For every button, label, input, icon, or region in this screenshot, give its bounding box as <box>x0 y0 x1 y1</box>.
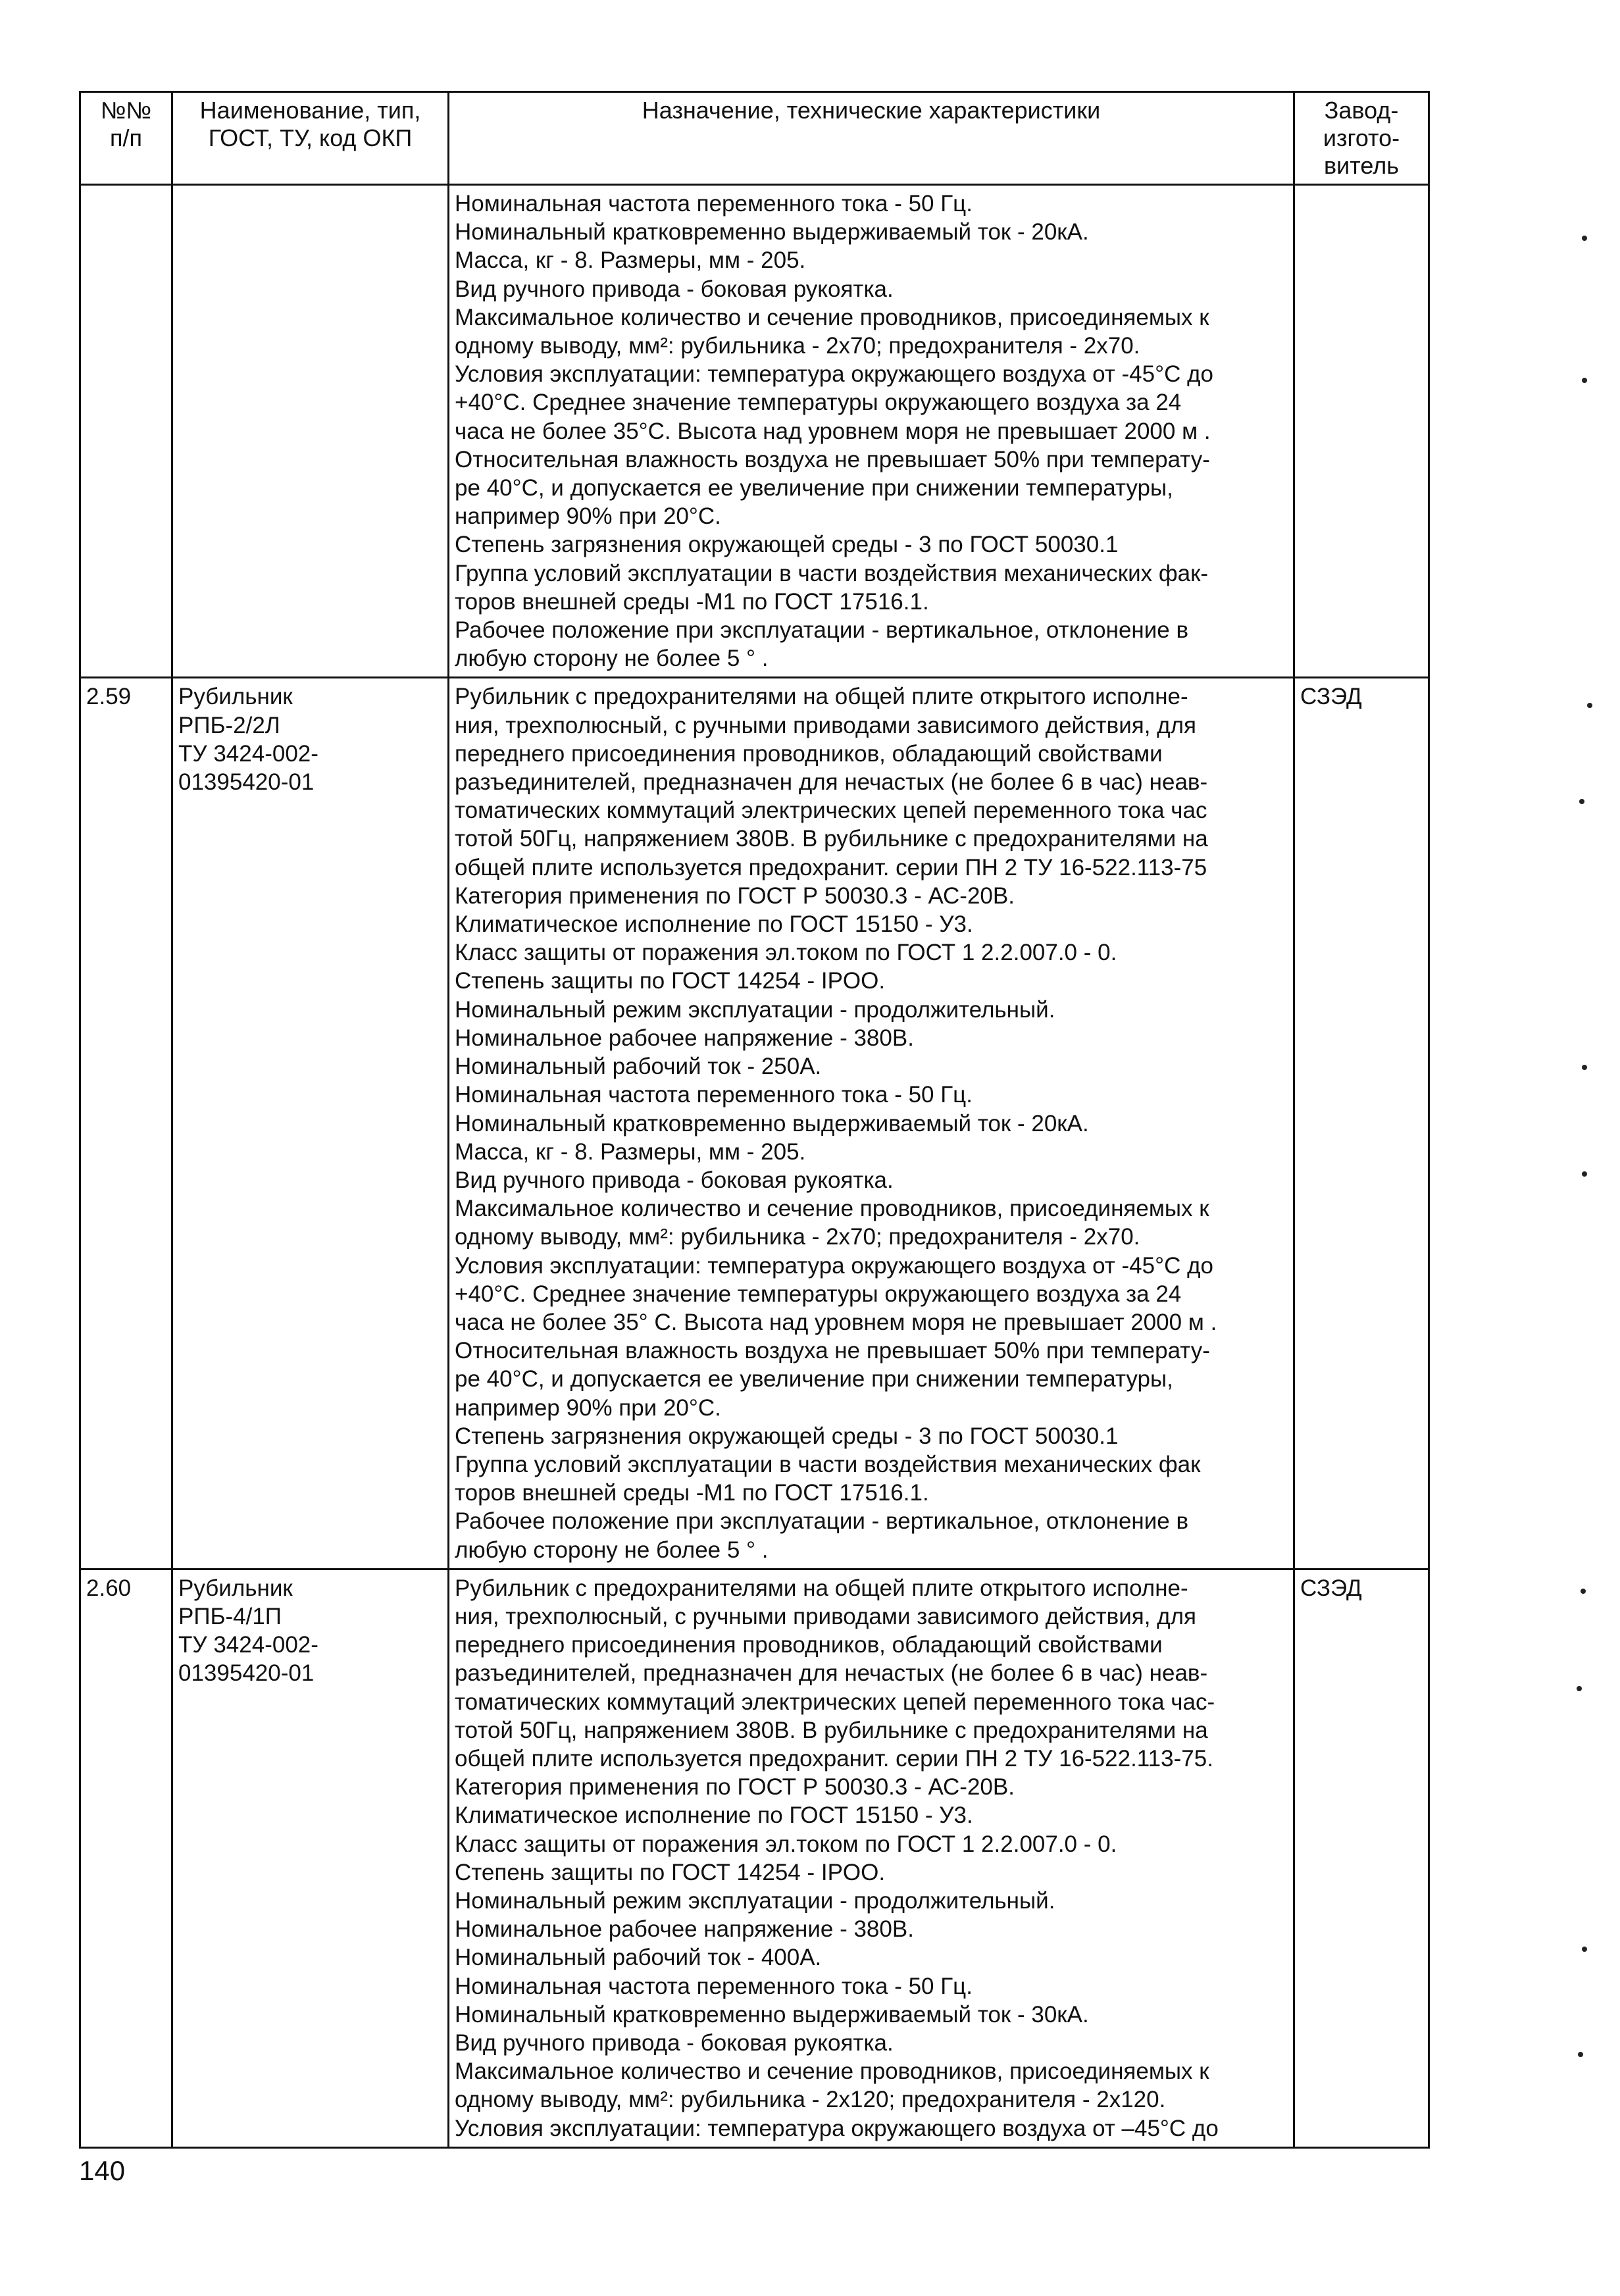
header-desc <box>449 92 1294 185</box>
name-line: 01395420-01 <box>178 769 315 796</box>
desc-line: Условия эксплуатации: температура окружающего воздуха от -45°С до <box>455 1252 1213 1279</box>
header-num-line-1: №№ <box>100 97 152 124</box>
cell-desc <box>449 185 1294 678</box>
desc-line: Номинальный кратковременно выдерживаемый ток - 20кА. <box>455 219 1089 245</box>
desc-line: Максимальное количество и сечение проводников, присоединяемых к <box>455 304 1209 330</box>
desc-line: например 90% при 20°С. <box>455 503 721 530</box>
desc-line: Относительная влажность воздуха не превышает 50% при температу- <box>455 446 1210 472</box>
desc-line: одному выводу, мм²: рубильника - 2х70; предохранителя - 2х70. <box>455 1224 1140 1250</box>
header-name-line-2: ГОСТ, ТУ, код ОКП <box>208 124 413 151</box>
manufacturer: СЗЭД <box>1300 684 1362 710</box>
desc-line: Климатическое исполнение по ГОСТ 15150 - У3. <box>455 911 973 938</box>
name-line: Рубильник <box>178 684 293 710</box>
cell-desc <box>449 1569 1294 2147</box>
cell-desc <box>449 678 1294 1569</box>
cell-maker <box>1294 1569 1429 2147</box>
desc-line: общей плите используется предохранит. серии ПН 2 ТУ 16-522.113-75 <box>455 854 1207 880</box>
cell-name <box>172 1569 449 2147</box>
margin-mark <box>1582 236 1587 241</box>
cell-num <box>80 678 172 1569</box>
desc-line: общей плите используется предохранит. серии ПН 2 ТУ 16-522.113-75. <box>455 1745 1213 1772</box>
desc-line: Вид ручного привода - боковая рукоятка. <box>455 276 894 302</box>
desc-line: ния, трехполюсный, с ручными приводами зависимого действия, для <box>455 712 1196 738</box>
desc-line: Номинальный кратковременно выдерживаемый ток - 20кА. <box>455 1110 1089 1136</box>
desc-line: Степень защиты по ГОСТ 14254 - IPOO. <box>455 968 886 994</box>
desc-line: Рубильник с предохранителями на общей плите открытого исполне- <box>455 684 1188 710</box>
desc-line: Масса, кг - 8. Размеры, мм - 205. <box>455 1138 806 1165</box>
cell-maker <box>1294 678 1429 1569</box>
desc-line: Класс защиты от поражения эл.током по ГОСТ 1 2.2.007.0 - 0. <box>455 940 1117 966</box>
desc-line: Рубильник с предохранителями на общей плите открытого исполне- <box>455 1575 1188 1601</box>
margin-mark <box>1582 1171 1587 1177</box>
header-num-line-2: п/п <box>110 124 142 151</box>
cell-name <box>172 678 449 1569</box>
desc-line: одному выводу, мм²: рубильника - 2х120; предохранителя - 2х120. <box>455 2087 1166 2113</box>
manufacturer: СЗЭД <box>1300 1575 1362 1601</box>
desc-line: +40°С. Среднее значение температуры окружающего воздуха за 24 <box>455 390 1182 416</box>
item-number: 2.60 <box>86 1575 132 1601</box>
desc-line: часа не более 35°С. Высота над уровнем моря не превышает 2000 м . <box>455 418 1211 444</box>
name-line: Рубильник <box>178 1575 293 1601</box>
desc-line: Условия эксплуатации: температура окружающего воздуха от -45°С до <box>455 361 1213 388</box>
desc-line: торов внешней среды -М1 по ГОСТ 17516.1. <box>455 1480 929 1506</box>
desc-line: Максимальное количество и сечение проводников, присоединяемых к <box>455 1196 1209 1222</box>
header-name <box>172 92 449 185</box>
margin-mark <box>1582 1947 1587 1952</box>
page-number: 140 <box>79 2155 126 2186</box>
spec-table <box>79 91 1430 2149</box>
desc-line: часа не более 35° С. Высота над уровнем моря не превышает 2000 м . <box>455 1309 1217 1335</box>
desc-line: Номинальная частота переменного тока - 50 Гц. <box>455 1973 973 1999</box>
name-line: ТУ 3424-002- <box>178 1632 318 1658</box>
margin-mark <box>1578 2052 1583 2057</box>
desc-line: Номинальная частота переменного тока - 50 Гц. <box>455 191 973 217</box>
desc-line: Группа условий эксплуатации в части воздействия механических фак- <box>455 560 1209 586</box>
desc-line: переднего присоединения проводников, обладающий свойствами <box>455 740 1163 767</box>
desc-line: тотой 50Гц, напряжением 380В. В рубильнике с предохранителями на <box>455 826 1208 852</box>
desc-line: разъединителей, предназначен для нечастых (не более 6 в час) неав- <box>455 1660 1208 1687</box>
desc-line: ре 40°С, и допускается ее увеличение при снижении температуры, <box>455 1366 1173 1392</box>
header-num <box>80 92 172 185</box>
desc-line: Группа условий эксплуатации в части воздействия механических фак <box>455 1451 1201 1477</box>
desc-line: Категория применения по ГОСТ Р 50030.3 - АС-20В. <box>455 882 1015 909</box>
name-line: ТУ 3424-002- <box>178 740 318 767</box>
desc-line: Вид ручного привода - боковая рукоятка. <box>455 2030 894 2056</box>
desc-line: торов внешней среды -М1 по ГОСТ 17516.1. <box>455 588 929 615</box>
desc-line: Максимальное количество и сечение проводников, присоединяемых к <box>455 2058 1209 2085</box>
desc-line: Номинальный режим эксплуатации - продолжительный. <box>455 996 1055 1023</box>
name-line: РПБ-4/1П <box>178 1603 282 1629</box>
desc-line: разъединителей, предназначен для нечастых (не более 6 в час) неав- <box>455 769 1208 796</box>
item-number: 2.59 <box>86 684 132 710</box>
desc-line: Вид ручного привода - боковая рукоятка. <box>455 1167 894 1193</box>
desc-line: например 90% при 20°С. <box>455 1394 721 1421</box>
cell-num <box>80 185 172 678</box>
desc-line: томатических коммутаций электрических цепей переменного тока час- <box>455 1689 1215 1715</box>
desc-line: ре 40°С, и допускается ее увеличение при снижении температуры, <box>455 475 1173 501</box>
desc-line: Номинальное рабочее напряжение - 380В. <box>455 1916 914 1943</box>
header-maker <box>1294 92 1429 185</box>
margin-mark <box>1582 1065 1587 1070</box>
desc-line: Номинальный рабочий ток - 400А. <box>455 1945 822 1971</box>
desc-line: Условия эксплуатации: температура окружающего воздуха от –45°С до <box>455 2115 1219 2141</box>
desc-line: Номинальный кратковременно выдерживаемый ток - 30кА. <box>455 2001 1089 2028</box>
header-name-line-1: Наименование, тип, <box>199 97 421 124</box>
table-header-row <box>80 92 1429 185</box>
desc-line: Номинальный рабочий ток - 250А. <box>455 1054 822 1080</box>
desc-line: +40°С. Среднее значение температуры окружающего воздуха за 24 <box>455 1281 1182 1307</box>
desc-line: Степень загрязнения окружающей среды - 3 по ГОСТ 50030.1 <box>455 532 1119 558</box>
name-line: РПБ-2/2Л <box>178 712 280 738</box>
desc-line: Рабочее положение при эксплуатации - вертикальное, отклонение в <box>455 1508 1189 1535</box>
desc-line: Степень защиты по ГОСТ 14254 - IPOO. <box>455 1859 886 1885</box>
desc-line: Номинальная частота переменного тока - 50 Гц. <box>455 1082 973 1108</box>
margin-mark <box>1581 1589 1586 1594</box>
desc-line: одному выводу, мм²: рубильника - 2х70; предохранителя - 2х70. <box>455 333 1140 359</box>
desc-line: Номинальный режим эксплуатации - продолжительный. <box>455 1887 1055 1914</box>
margin-mark <box>1579 799 1584 804</box>
desc-line: переднего присоединения проводников, обладающий свойствами <box>455 1632 1163 1658</box>
cell-num <box>80 1569 172 2147</box>
desc-line: Класс защиты от поражения эл.током по ГОСТ 1 2.2.007.0 - 0. <box>455 1831 1117 1857</box>
desc-line: ния, трехполюсный, с ручными приводами зависимого действия, для <box>455 1603 1196 1629</box>
header-desc-text: Назначение, технические характеристики <box>642 97 1101 124</box>
desc-line: тотой 50Гц, напряжением 380В. В рубильнике с предохранителями на <box>455 1717 1208 1743</box>
desc-line: любую сторону не более 5 ° . <box>455 646 769 672</box>
table-row <box>80 678 1429 1569</box>
margin-mark <box>1582 378 1587 383</box>
margin-mark <box>1587 703 1592 708</box>
table-row-continuation <box>80 185 1429 678</box>
desc-line: Рабочее положение при эксплуатации - вертикальное, отклонение в <box>455 617 1189 644</box>
desc-line: Климатическое исполнение по ГОСТ 15150 - У3. <box>455 1802 973 1829</box>
desc-line: любую сторону не более 5 ° . <box>455 1537 769 1563</box>
desc-line: Степень загрязнения окружающей среды - 3 по ГОСТ 50030.1 <box>455 1423 1119 1449</box>
margin-mark <box>1577 1686 1582 1691</box>
desc-line: Категория применения по ГОСТ Р 50030.3 - АС-20В. <box>455 1774 1015 1800</box>
header-maker-line-3: витель <box>1324 152 1399 179</box>
desc-line: Относительная влажность воздуха не превышает 50% при температу- <box>455 1338 1210 1364</box>
name-line: 01395420-01 <box>178 1660 315 1687</box>
table-row <box>80 1569 1429 2147</box>
header-maker-line-2: изгото- <box>1323 124 1400 151</box>
desc-line: Масса, кг - 8. Размеры, мм - 205. <box>455 247 806 274</box>
desc-line: Номинальное рабочее напряжение - 380В. <box>455 1025 914 1051</box>
cell-name <box>172 185 449 678</box>
desc-line: томатических коммутаций электрических цепей переменного тока час <box>455 798 1207 824</box>
header-maker-line-1: Завод- <box>1324 97 1399 124</box>
cell-maker <box>1294 185 1429 678</box>
